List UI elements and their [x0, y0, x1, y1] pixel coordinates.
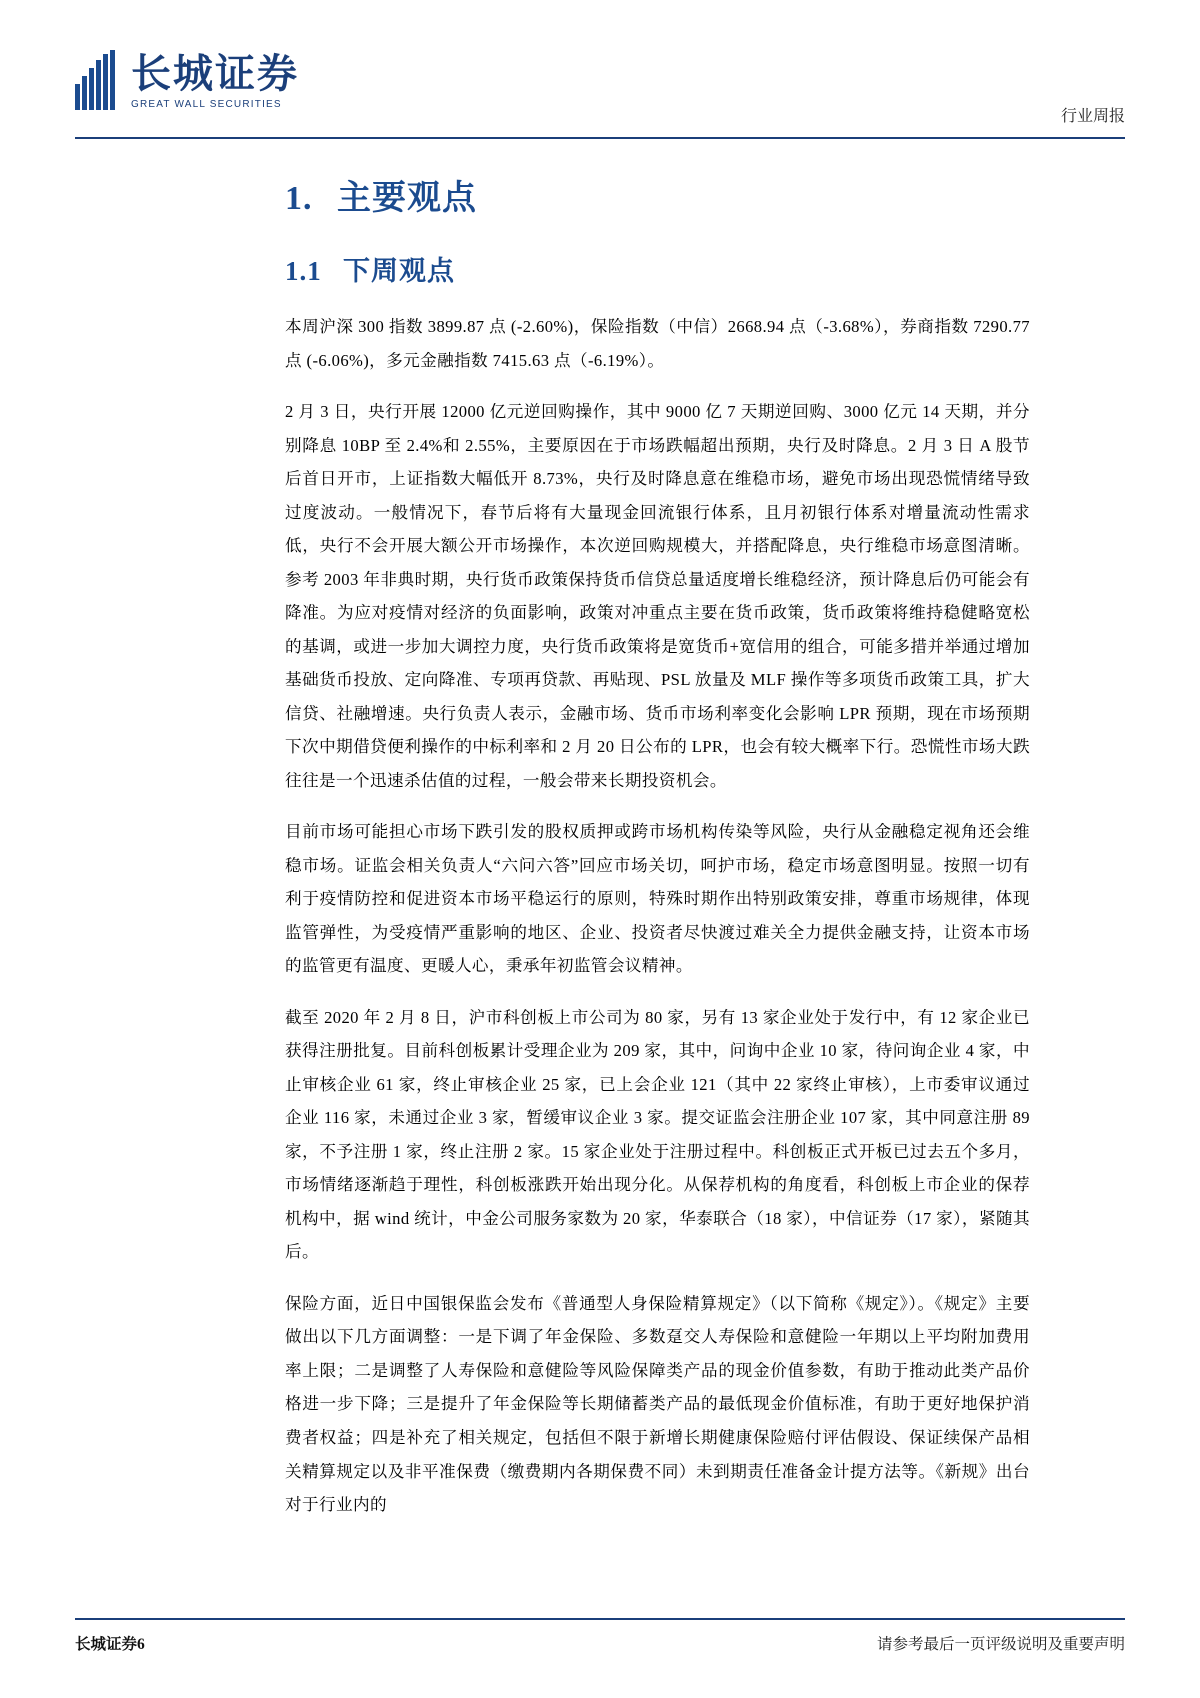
document-type-label: 行业周报	[1060, 108, 1125, 125]
logo-text-cn: 长城证券	[131, 51, 299, 96]
paragraph: 2 月 3 日，央行开展 12000 亿元逆回购操作，其中 9000 亿 7 天期逆回购、3000 亿元 14 天期，并分别降息 10BP 至 2.4%和 2.55%，主要原因在于市场跌幅超出预期，央行及时降息。2 月 3 日 A 股节后首日开市，上证指数大幅低开 8.73%，央行及时降息意在维稳市场，避免市场出现恐慌情绪导致过度波动。一般情况下，春节后将有大量现金回流银行体系，且月初银行体系对增量流动性需求低，央行不会开展大额公开市场操作，本次逆回购规模大，并搭配降息，央行维稳市场意图清晰。参考 2003 年非典时期，央行货币政策保持货币信贷总量适度增长维稳经济，预计降息后仍可能会有降准。为应对疫情对经济的负面影响，政策对冲重点主要在货币政策，货币政策将维持稳健略宽松的基调，或进一步加大调控力度，央行货币政策将是宽货币+宽信用的组合，可能多措并举通过增加基础货币投放、定向降准、专项再贷款、再贴现、PSL 放量及 MLF 操作等多项货币政策工具，扩大信贷、社融增速。央行负责人表示，金融市场、货币市场利率变化会影响 LPR 预期，现在市场预期下次中期借贷便利操作的中标利率和 2 月 20 日公布的 LPR，也会有较大概率下行。恐慌性市场大跌往往是一个迅速杀估值的过程，一般会带来长期投资机会。	[285, 402, 1030, 790]
header-divider	[75, 137, 1125, 139]
section-title: 主要观点	[337, 180, 477, 217]
document-body	[285, 170, 1030, 1540]
section-number: 1.	[285, 180, 313, 217]
paragraph: 截至 2020 年 2 月 8 日，沪市科创板上市公司为 80 家，另有 13 家企业处于发行中，有 12 家企业已获得注册批复。目前科创板累计受理企业为 209 家，其中，问询中企业 10 家，待问询企业 4 家，中止审核企业 61 家，终止审核企业 25 家，已上会企业 121（其中 22 家终止审核），上市委审议通过企业 116 家，未通过企业 3 家，暂缓审议企业 3 家。提交证监会注册企业 107 家，其中同意注册 89 家，不予注册 1 家，终止注册 2 家。15 家企业处于注册过程中。科创板正式开板已过去五个多月，市场情绪逐渐趋于理性，科创板涨跌开始出现分化。从保荐机构的角度看，科创板上市企业的保荐机构中，据 wind 统计，中金公司服务家数为 20 家，华泰联合（18 家），中信证券（17 家），紧随其后。	[285, 1007, 1030, 1262]
subsection-number: 1.1	[285, 256, 322, 286]
subsection-title: 下周观点	[343, 256, 455, 286]
footer-divider	[75, 1618, 1125, 1620]
paragraph: 保险方面，近日中国银保监会发布《普通型人身保险精算规定》（以下简称《规定》）。《规定》主要做出以下几方面调整：一是下调了年金保险、多数趸交人寿保险和意健险一年期以上平均附加费用率上限；二是调整了人寿保险和意健险等风险保障类产品的现金价值参数，有助于推动此类产品价格进一步下降；三是提升了年金保险等长期储蓄类产品的最低现金价值标准，有助于更好地保护消费者权益；四是补充了相关规定，包括但不限于新增长期健康保险赔付评估假设、保证续保产品相关精算规定以及非平准保费（缴费期内各期保费不同）未到期责任准备金计提方法等。《新规》出台对于行业内的	[285, 1293, 1030, 1515]
footer-page-label: 长城证券6	[75, 1636, 145, 1653]
footer-disclaimer: 请参考最后一页评级说明及重要声明	[876, 1636, 1125, 1653]
section-heading	[285, 170, 1030, 219]
page-header	[75, 50, 1125, 140]
page-footer	[75, 1632, 1125, 1654]
paragraph: 本周沪深 300 指数 3899.87 点 (-2.60%)，保险指数（中信）2668.94 点（-3.68%），券商指数 7290.77 点 (-6.06%)，多元金融指数 7415.63 点（-6.19%）。	[285, 317, 1030, 370]
logo-text-en: GREAT WALL SECURITIES	[131, 99, 282, 110]
company-logo	[75, 50, 299, 110]
paragraph: 目前市场可能担心市场下跌引发的股权质押或跨市场机构传染等风险，央行从金融稳定视角还会维稳市场。证监会相关负责人“六问六答”回应市场关切，呵护市场，稳定市场意图明显。按照一切有利于疫情防控和促进资本市场平稳运行的原则，特殊时期作出特别政策安排，尊重市场规律，体现监管弹性，为受疫情严重影响的地区、企业、投资者尽快渡过难关全力提供金融支持，让资本市场的监管更有温度、更暖人心，秉承年初监管会议精神。	[285, 822, 1030, 976]
subsection-heading	[285, 249, 1030, 288]
great-wall-logo-icon	[75, 50, 121, 110]
